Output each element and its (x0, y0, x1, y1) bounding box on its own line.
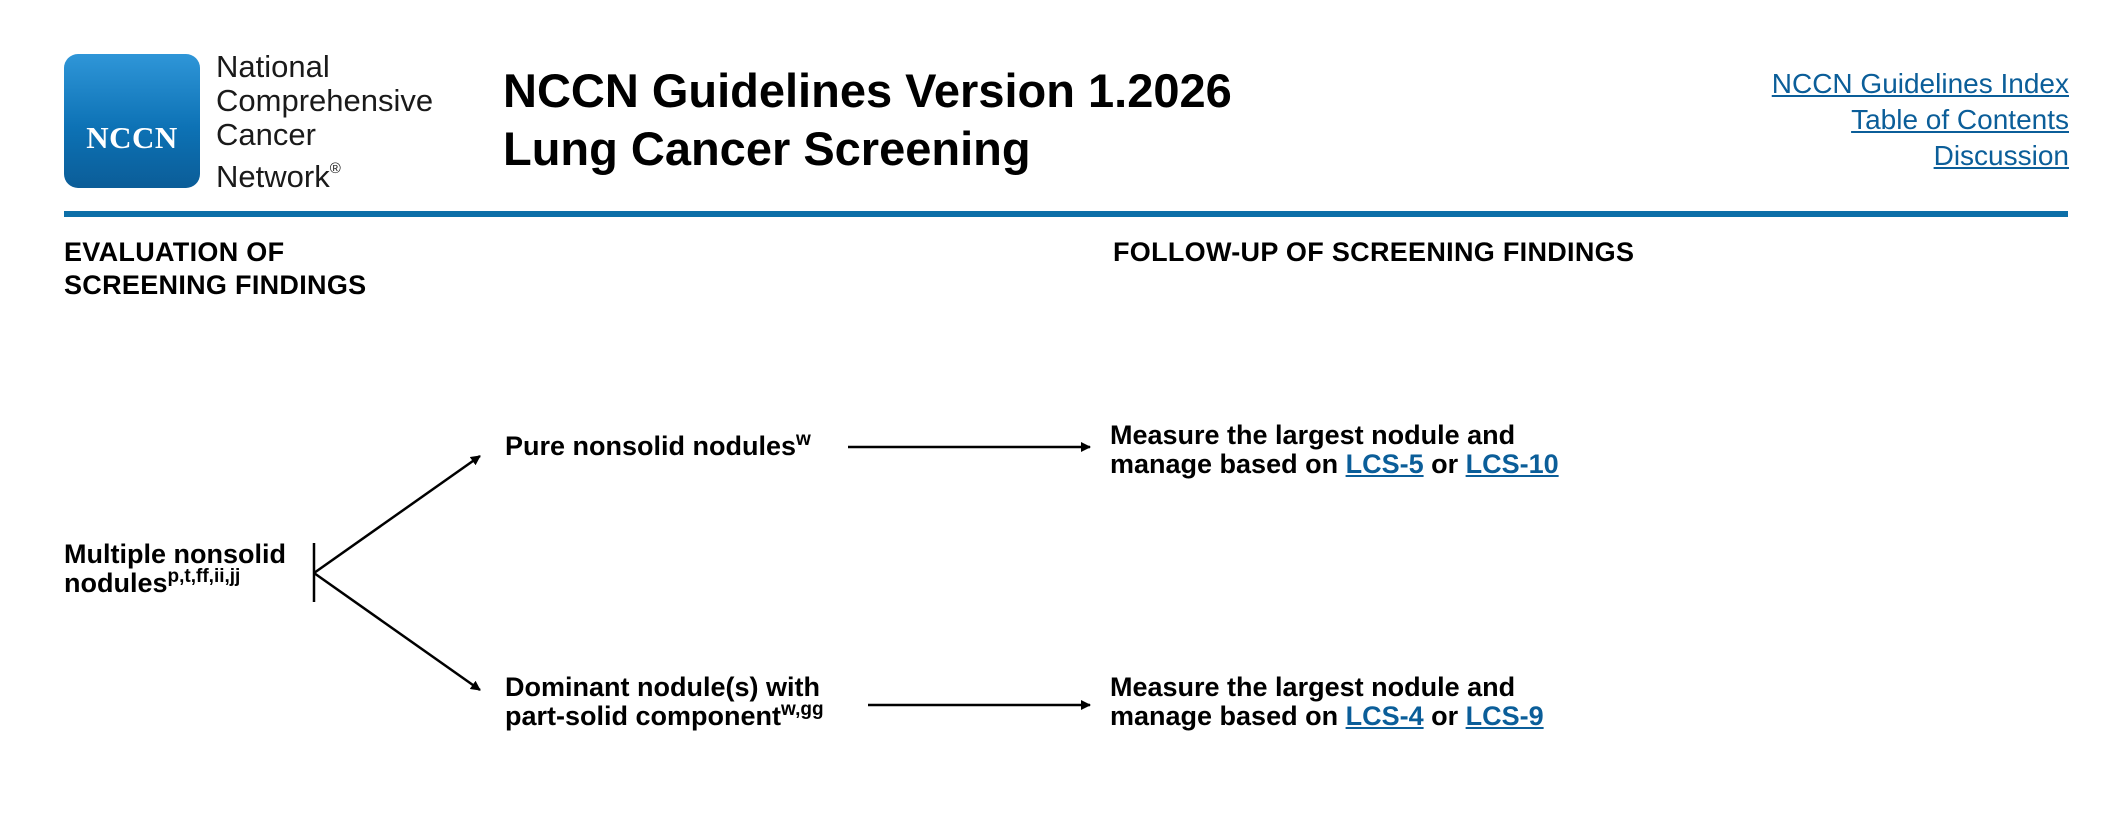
table-of-contents-link[interactable]: Table of Contents (1851, 104, 2069, 135)
dominant-nodule-outcome: Measure the largest nodule and manage based on LCS-4 or LCS-9 (1110, 672, 1544, 731)
lcs-5-link[interactable]: LCS-5 (1345, 449, 1424, 479)
logo-text: NCCN (86, 120, 178, 155)
org-name-line: Comprehensive (216, 83, 434, 118)
pure-nonsolid-outcome: Measure the largest nodule and manage based on LCS-5 or LCS-10 (1110, 420, 1559, 479)
registered-mark: ® (329, 160, 341, 177)
dominant-nodule-node: Dominant nodule(s) with part-solid component$^{w,gg}$ (505, 672, 824, 731)
guidelines-index-link[interactable]: NCCN Guidelines Index (1771, 68, 2069, 99)
evaluation-heading: EVALUATION OF SCREENING FINDINGS (64, 237, 367, 300)
multiple-nonsolid-nodules-node: Multiple nonsolid nodules$^{p,t,ff,ii,jj}$ (64, 539, 286, 598)
arrow-to-pure-nonsolid (314, 456, 480, 573)
lcs-4-link[interactable]: LCS-4 (1345, 701, 1424, 731)
footnote-refs[interactable]: w (796, 429, 811, 450)
pure-nonsolid-nodules-node: Pure nonsolid nodules$^w$ (505, 429, 811, 461)
guideline-topic: Lung Cancer Screening (503, 122, 1031, 175)
arrow-to-dominant-nodule (314, 573, 480, 690)
org-name-line: National (216, 49, 330, 84)
guidelines-version: NCCN Guidelines Version 1.2026 (503, 64, 1232, 117)
footnote-refs[interactable]: p,t,ff,ii,jj (167, 566, 241, 587)
discussion-link[interactable]: Discussion (1933, 140, 2069, 171)
footnote-refs[interactable]: w,gg (781, 699, 824, 720)
lcs-9-link[interactable]: LCS-9 (1465, 701, 1544, 731)
follow-up-heading: FOLLOW-UP OF SCREENING FINDINGS (1113, 237, 1635, 267)
org-name-line: Cancer (216, 117, 316, 152)
lcs-10-link[interactable]: LCS-10 (1465, 449, 1559, 479)
org-name-line: Network® (216, 159, 341, 194)
